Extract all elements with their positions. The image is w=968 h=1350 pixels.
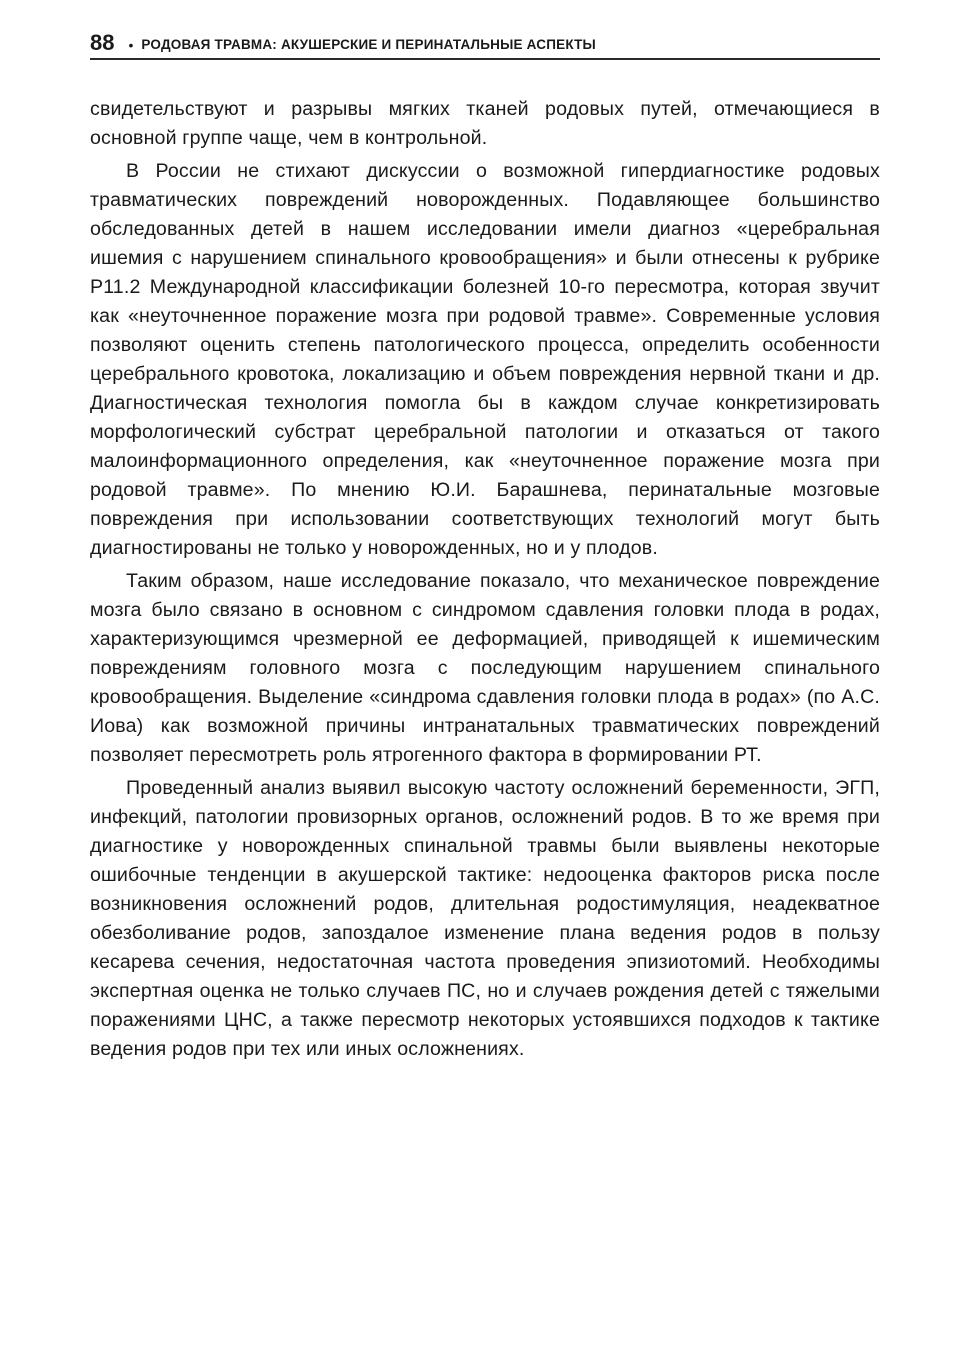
paragraph: Проведенный анализ выявил высокую частоту осложнений беременности, ЭГП, инфекций, патологии провизорных органов, осложнений родов. В то же время при диагностике у новорожденных спинальной травмы были выявлены некоторые ошибочные тенденции в акушерской тактике: недооценка факторов риска после возникновения осложнений родов, длительная родостимуляция, неадекватное обезболивание родов, запоздалое изменение плана ведения родов в пользу кесарева сечения, недостаточная частота проведения эпизиотомий. Необходимы экспертная оценка не только случаев ПС, но и случаев рождения детей с тяжелыми поражениями ЦНС, а также пересмотр некоторых устоявшихся подходов к тактике ведения родов при тех или иных осложнениях. xyxy=(90,777,880,1060)
page-number: 88 xyxy=(90,30,115,55)
paragraph-continued: свидетельствуют и разрывы мягких тканей родовых путей, отмечающиеся в основной группе чаще, чем в контрольной. xyxy=(90,98,880,149)
paragraph: В России не стихают дискуссии о возможной гипердиагностике родовых травматических повреждений новорожденных. Подавляющее большинство обследованных детей в нашем исследовании имели диагноз «церебральная ишемия с нарушением спинального кровообращения» и были отнесены к рубрике Р11.2 Международной классификации болезней 10-го пересмотра, которая звучит как «неуточненное поражение мозга при родовой травме». Современные условия позволяют оценить степень патологического процесса, определить особенности церебрального кровотока, локализацию и объем повреждения нервной ткани и др. Диагностическая технология помогла бы в каждом случае конкретизировать морфологический субстрат церебральной патологии и отказаться от такого малоинформационного определения, как «неуточненное поражение мозга при родовой травме». По мнению Ю.И. Барашнева, перинатальные мозговые повреждения при использовании соответствующих технологий могут быть диагностированы не только у новорожденных, но и у плодов. xyxy=(90,160,880,559)
paragraph: Таким образом, наше исследование показало, что механическое повреждение мозга было связано в основном с синдромом сдавления головки плода в родах, характеризующимся чрезмерной ее деформацией, приводящей к ишемическим повреждениям головного мозга с последующим нарушением спинального кровообращения. Выделение «синдрома сдавления головки плода в родах» (по А.С. Иова) как возможной причины интранатальных травматических повреждений позволяет пересмотреть роль ятрогенного фактора в формировании РТ. xyxy=(90,570,880,766)
running-header xyxy=(90,30,880,60)
header-bullet: • xyxy=(128,37,134,53)
running-title: РОДОВАЯ ТРАВМА: АКУШЕРСКИЕ И ПЕРИНАТАЛЬНЫЕ АСПЕКТЫ xyxy=(141,37,596,52)
body-text xyxy=(90,95,880,1068)
